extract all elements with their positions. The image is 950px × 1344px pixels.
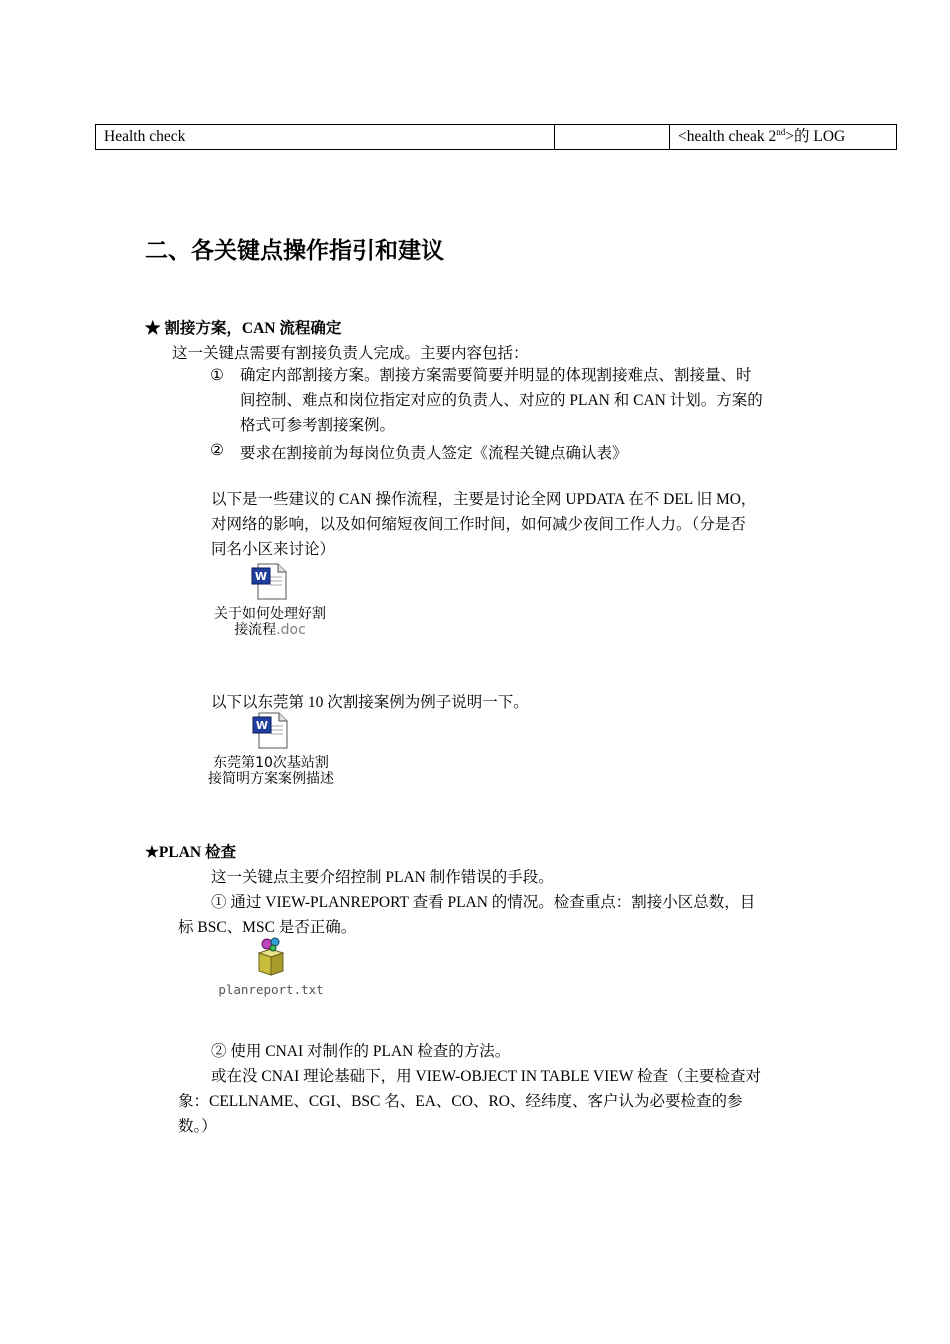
log-table <box>95 124 897 150</box>
file-extension: .doc <box>276 622 306 638</box>
text-line: 对网络的影响，以及如何缩短夜间工作时间，如何减少夜间工作人力。（分是否 <box>211 516 746 533</box>
text-line: 关于如何处理好割 <box>214 606 326 622</box>
text-line: 以下是一些建议的 CAN 操作流程，主要是讨论全网 UPDATA 在不 DEL 旧 MO， <box>211 491 757 508</box>
package-icon <box>249 935 293 977</box>
attachment-doc-2[interactable] <box>208 712 334 787</box>
section-title-can: ★ 割接方案，CAN 流程确定 <box>145 320 342 337</box>
section-intro: 这一关键点需要有割接负责人完成。主要内容包括： <box>172 345 529 362</box>
text-line: 间控制、难点和岗位指定对应的负责人、对应的 PLAN 和 CAN 计划。方案的 <box>240 392 763 409</box>
paragraph: 数。） <box>178 1118 217 1135</box>
word-document-icon <box>250 563 290 601</box>
item-number: ① <box>210 367 224 384</box>
paragraph <box>211 487 756 562</box>
svg-text:W: W <box>254 570 268 583</box>
item-text: 要求在割接前为每岗位负责人签定《流程关键点确认表》 <box>240 445 628 462</box>
attachment-label <box>208 755 334 787</box>
attachment-doc-1[interactable] <box>210 563 330 638</box>
table-cell: Health check <box>96 125 555 150</box>
section-intro: 这一关键点主要介绍控制 PLAN 制作错误的手段。 <box>211 869 554 886</box>
paragraph: 或在没 CNAI 理论基础下，用 VIEW-OBJECT IN TABLE VIEW 检查（主要检查对 <box>211 1068 761 1085</box>
table-cell: <health cheak 2nd>的 LOG <box>670 125 897 150</box>
text-line: 东莞第10次基站割 <box>213 755 329 771</box>
paragraph: 象：CELLNAME、CGI、BSC 名、EA、CO、RO、经纬度、客户认为必要检查的参 <box>178 1093 743 1110</box>
text-line: 同名小区来讨论） <box>211 541 336 558</box>
text-line: 接流程 <box>234 622 277 638</box>
section-heading: 二、各关键点操作指引和建议 <box>145 238 444 264</box>
table-row <box>96 125 897 150</box>
table-cell <box>555 125 670 150</box>
item-number: ② <box>210 442 224 459</box>
word-document-icon <box>251 712 291 750</box>
attachment-txt[interactable] <box>212 935 330 997</box>
svg-text:W: W <box>255 719 269 732</box>
paragraph: ① 通过 VIEW-PLANREPORT 查看 PLAN 的情况。检查重点：割接小区总数，目 <box>211 894 756 911</box>
text-line: 接简明方案案例描述 <box>208 771 334 787</box>
text-line: 格式可参考割接案例。 <box>240 417 396 434</box>
item-text <box>240 363 763 438</box>
section-title-plan: ★PLAN 检查 <box>145 844 236 861</box>
paragraph: ② 使用 CNAI 对制作的 PLAN 检查的方法。 <box>211 1043 511 1060</box>
attachment-label <box>210 606 330 638</box>
paragraph: 以下以东莞第 10 次割接案例为例子说明一下。 <box>211 694 529 711</box>
attachment-label: planreport.txt <box>218 982 324 997</box>
text-line: 确定内部割接方案。割接方案需要简要并明显的体现割接难点、割接量、时 <box>240 367 752 384</box>
paragraph: 标 BSC、MSC 是否正确。 <box>178 919 357 936</box>
